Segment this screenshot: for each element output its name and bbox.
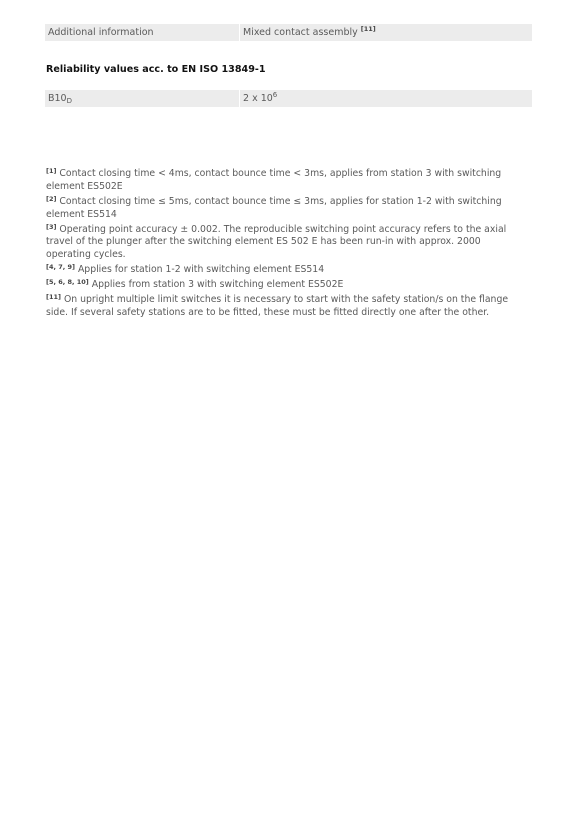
reliability-heading: Reliability values acc. to EN ISO 13849-1 [46, 64, 266, 75]
footnote-text: Operating point accuracy ± 0.002. The reproducible switching point accuracy refers to the axial travel of the plunger after the switching element ES 502 E has been run-in with approx. 2000 operating cycles. [46, 223, 507, 261]
footnote-text: Applies from station 3 with switching element ES502E [88, 279, 344, 291]
footnotes-list [46, 168, 512, 322]
additional-info-value-text: Mixed contact assembly [243, 27, 358, 38]
footnote-mark: [11] [46, 293, 61, 302]
footnote-text: Applies for station 1-2 with switching element ES514 [74, 264, 325, 276]
footnote-4-7-9 [46, 264, 512, 277]
footnote-mark: [4, 7, 9] [46, 263, 75, 272]
footnote-text: Contact closing time ≤ 5ms, contact bounce time ≤ 3ms, applies for station 1-2 with switching element ES514 [46, 195, 502, 220]
b10d-label [45, 90, 239, 107]
additional-info-value [240, 24, 532, 41]
footnote-11 [46, 294, 512, 320]
b10d-label-main: B10 [48, 93, 67, 104]
b10d-row [45, 90, 532, 107]
b10d-value [240, 90, 532, 107]
footnote-ref-11[interactable]: [11] [360, 25, 376, 33]
footnote-mark: [1] [46, 167, 57, 175]
footnote-5-6-8-10 [46, 279, 512, 292]
footnote-1 [46, 168, 512, 194]
b10d-value-exponent: 6 [272, 91, 278, 99]
b10d-label-sub: D [66, 97, 72, 105]
footnote-text: On upright multiple limit switches it is necessary to start with the safety station/s on the flange side. If several safety stations are to be fitted, these must be fitted directly one after the other. [46, 294, 509, 318]
footnote-mark: [5, 6, 8, 10] [46, 278, 89, 287]
additional-info-label: Additional information [45, 24, 239, 41]
b10d-value-base: 2 x 10 [243, 93, 273, 104]
additional-info-row [45, 24, 532, 41]
footnote-mark: [2] [46, 194, 57, 203]
footnote-2 [46, 196, 512, 222]
footnote-mark: [3] [46, 222, 57, 231]
footnote-text: Contact closing time < 4ms, contact bounce time < 3ms, applies from station 3 with switching element ES502E [46, 168, 502, 192]
footnote-3 [46, 224, 512, 262]
